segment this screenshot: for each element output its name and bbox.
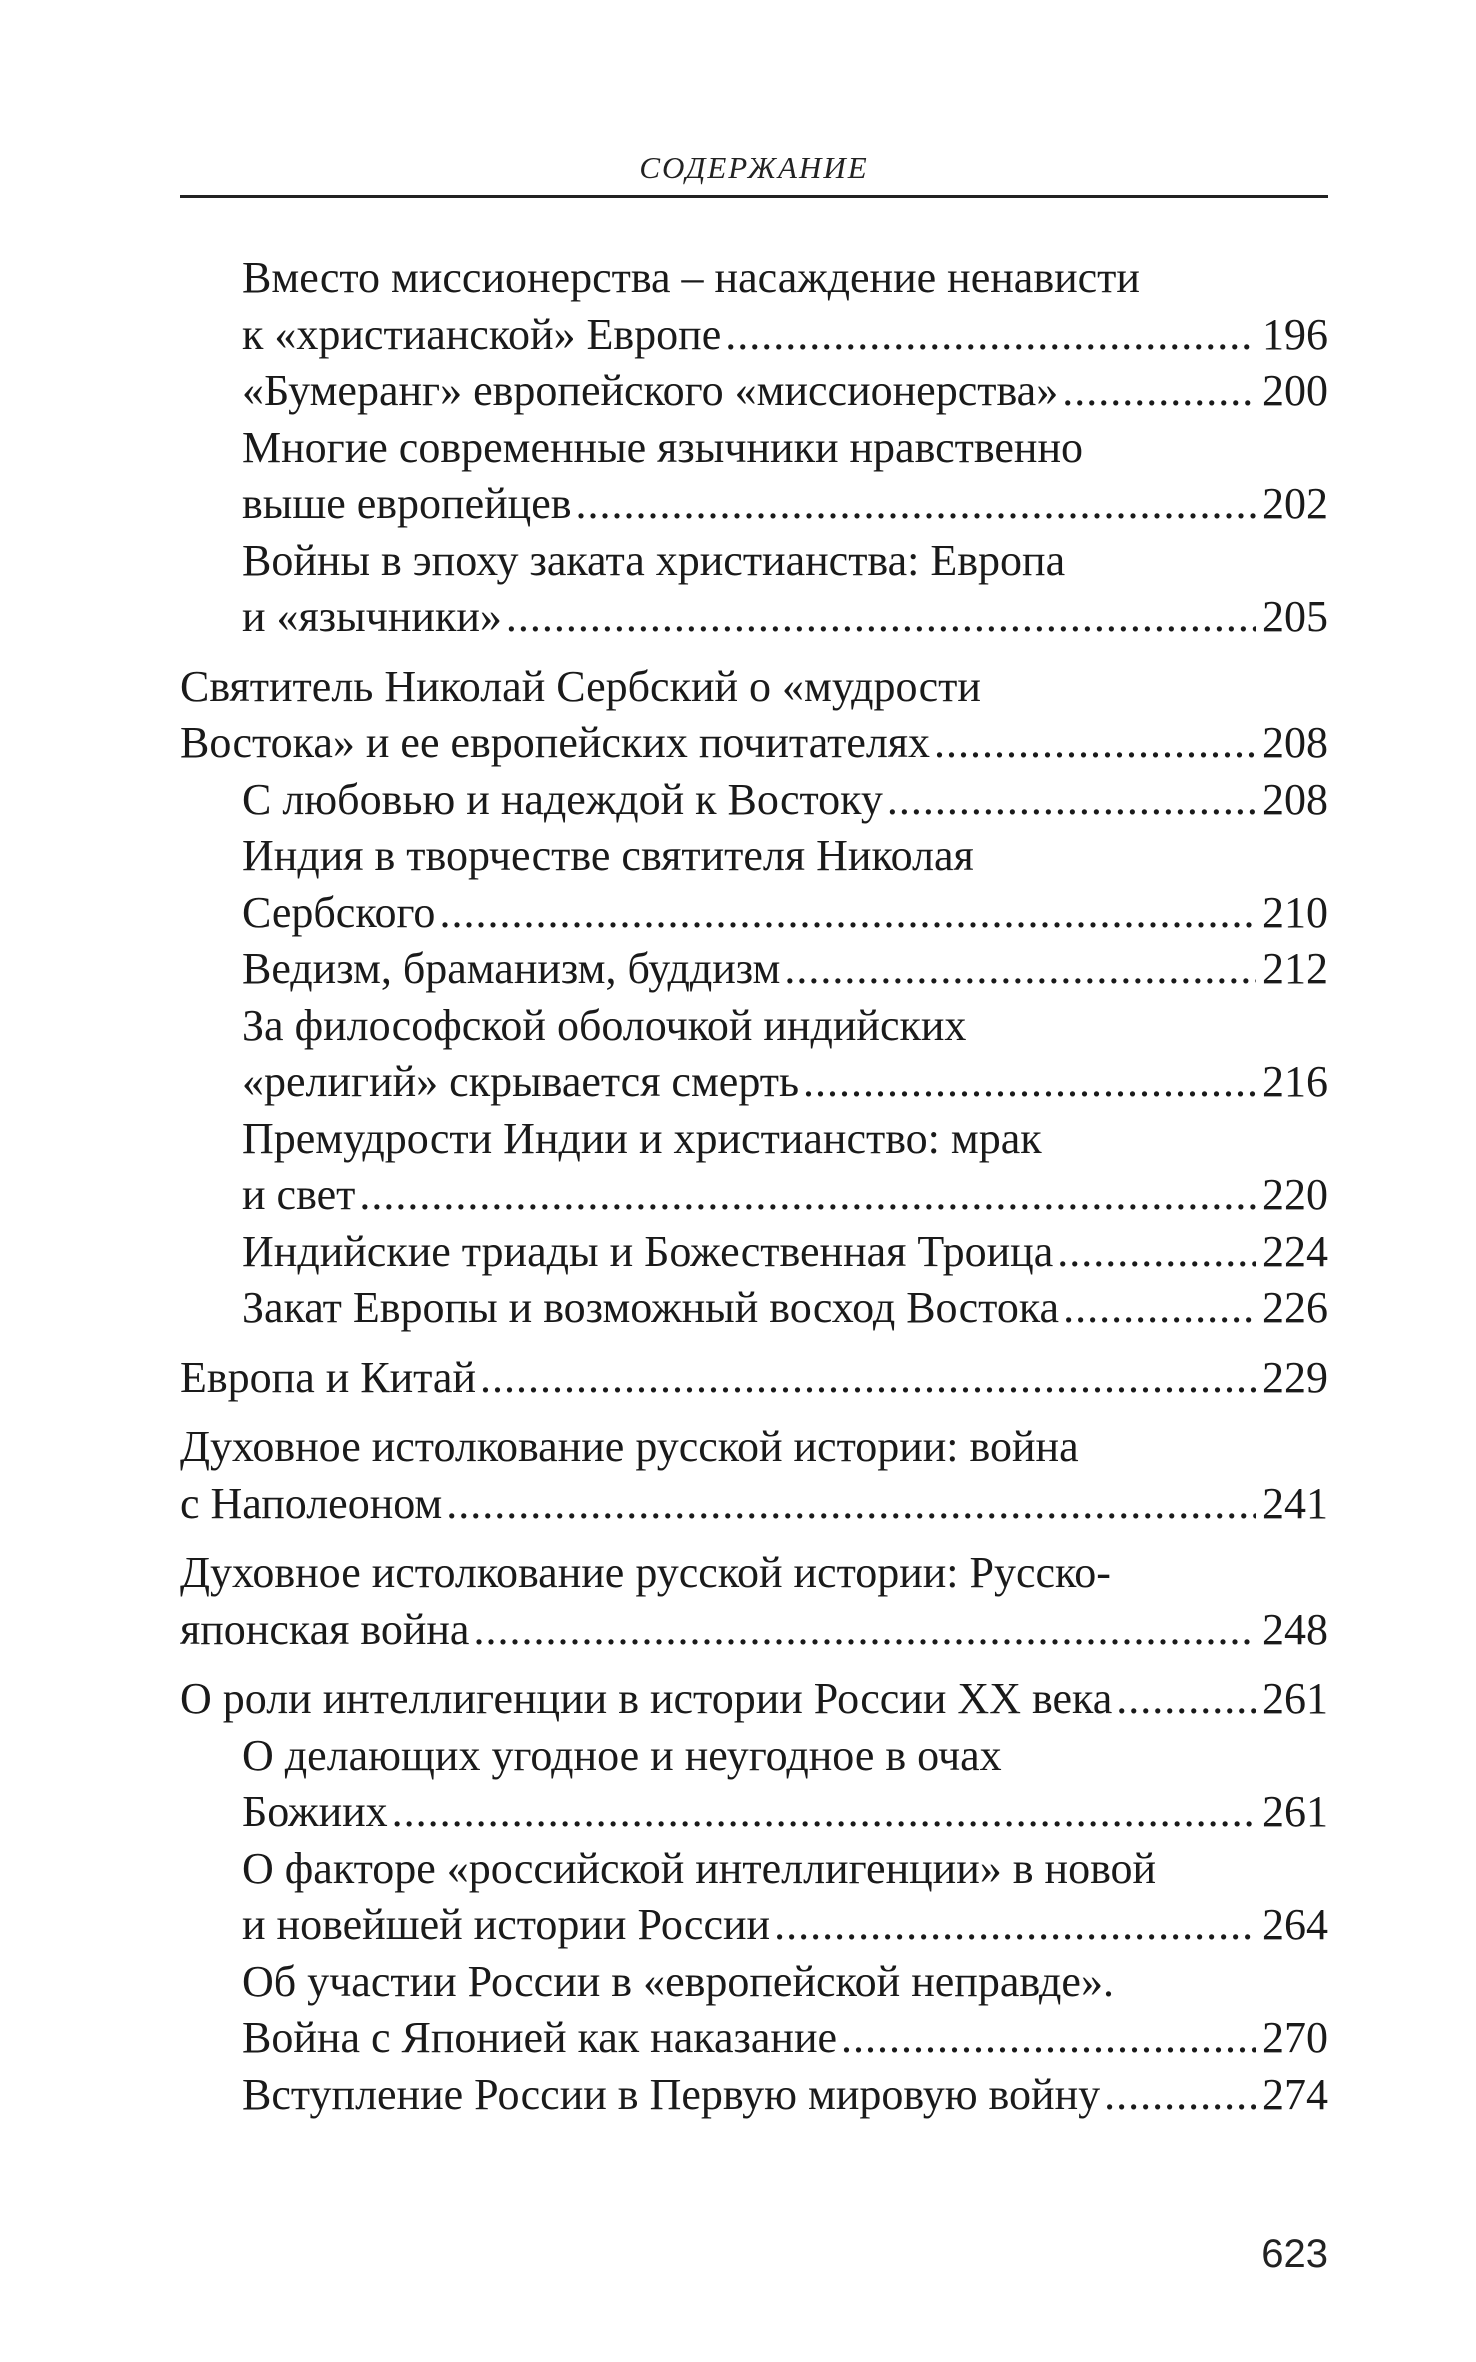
toc-entry-title-line: Востока» и ее европейских почитателях: [180, 718, 931, 767]
toc-subentry: [180, 1954, 1328, 2067]
toc-entry-title-line: Об участии России в «европейской неправде».: [242, 1956, 1114, 2006]
toc-subentry: [180, 1111, 1328, 1224]
toc-entry-title-line: Ведизм, браманизм, буддизм: [242, 944, 781, 993]
dot-leader: [359, 1167, 1256, 1224]
toc-entry-title-line: выше европейцев: [242, 479, 572, 528]
dot-leader: [576, 476, 1256, 533]
toc-entry-title-line: Божиих: [242, 1787, 388, 1836]
dot-leader: [506, 589, 1256, 646]
toc-entry-leader-row: [242, 1054, 1328, 1111]
header-rule: [180, 195, 1328, 198]
toc-entry-title-line: «Бумеранг» европейского «миссионерства»: [242, 366, 1059, 415]
toc-entry-title-line: Индийские триады и Божественная Троица: [242, 1226, 1054, 1276]
dot-leader: [774, 1897, 1256, 1954]
dot-leader: [446, 1476, 1256, 1533]
toc-page-number: 248: [1262, 1604, 1328, 1654]
dot-leader: [934, 715, 1256, 772]
dot-leader: [1057, 1224, 1256, 1281]
toc-entry-leader-row: [180, 1350, 1328, 1407]
dot-leader: [784, 941, 1256, 998]
dot-leader: [1104, 2067, 1256, 2124]
dot-leader: [1116, 1671, 1256, 1728]
toc-entry-title-line: Сербского: [242, 887, 436, 937]
running-head: СОДЕРЖАНИЕ: [639, 150, 869, 185]
toc-subentry: [180, 1280, 1328, 1337]
toc-entry-title-line: «религий» скрывается смерть: [242, 1057, 800, 1106]
toc-entry-title-line: Война с Японией как наказание: [242, 2013, 838, 2062]
toc-entry-title-line: к «христианской» Европе: [242, 309, 722, 359]
toc-entry-title-line: Духовное истолкование русской истории: Русско-: [180, 1548, 1111, 1597]
toc-entry-leader-row: [242, 307, 1328, 364]
toc-page-number: 224: [1262, 1226, 1328, 1276]
toc-subentry: [180, 1728, 1328, 1841]
toc-entry-leader-row: [242, 589, 1328, 646]
dot-leader: [473, 1602, 1256, 1659]
toc-page-number: 208: [1262, 774, 1328, 824]
toc-entry: [180, 1419, 1328, 1532]
toc-page-number: 210: [1262, 887, 1328, 937]
toc-entry-title-line: Святитель Николай Сербский о «мудрости: [180, 661, 981, 711]
toc-entry-leader-row: [242, 2010, 1328, 2067]
toc-entry-title-line: Европа и Китай: [180, 1352, 477, 1402]
toc-entry: [180, 659, 1328, 772]
toc-entry-leader-row: [242, 476, 1328, 533]
page-number: 623: [1261, 2232, 1328, 2276]
dot-leader: [803, 1054, 1256, 1111]
toc-entry-title-line: и «язычники»: [242, 592, 502, 641]
toc-entry: [180, 1350, 1328, 1407]
toc-entry-leader-row: [242, 1280, 1328, 1337]
toc-entry: [180, 1671, 1328, 1728]
toc-subentry: [180, 1224, 1328, 1281]
toc-entry-title-line: О делающих угодное и неугодное в очах: [242, 1730, 1002, 1780]
toc-subentry: [180, 998, 1328, 1111]
toc-page-number: 212: [1262, 944, 1328, 993]
toc-entry-leader-row: [180, 1671, 1328, 1728]
toc-page-number: 196: [1262, 309, 1328, 359]
toc-entry-title-line: О факторе «российской интеллигенции» в новой: [242, 1843, 1157, 1893]
toc-subentry: [180, 941, 1328, 998]
toc-subentry: [180, 250, 1328, 363]
toc-entry-title-line: и новейшей истории России: [242, 1900, 771, 1949]
toc-entry-leader-row: [242, 1167, 1328, 1224]
toc-entry-leader-row: [242, 772, 1328, 829]
toc-entry-leader-row: [180, 1602, 1328, 1659]
toc-page-number: 241: [1262, 1478, 1328, 1528]
toc-entry-leader-row: [242, 1784, 1328, 1841]
toc-entry-title-line: Многие современные язычники нравственно: [242, 422, 1084, 472]
toc-entry-leader-row: [180, 715, 1328, 772]
toc-entry-leader-row: [242, 1897, 1328, 1954]
dot-leader: [841, 2010, 1256, 2067]
dot-leader: [392, 1784, 1256, 1841]
toc-entry-title-line: Премудрости Индии и христианство: мрак: [242, 1113, 1042, 1163]
toc-entry-title-line: Закат Европы и возможный восход Востока: [242, 1283, 1060, 1332]
dot-leader: [887, 772, 1256, 829]
toc-page-number: 226: [1262, 1283, 1328, 1332]
toc-page-number: 220: [1262, 1170, 1328, 1219]
toc-entry-title-line: с Наполеоном: [180, 1478, 443, 1528]
toc-page-number: 264: [1262, 1900, 1328, 1949]
toc-entry-title-line: За философской оболочкой индийских: [242, 1000, 967, 1050]
toc-entry-title-line: Индия в творчестве святителя Николая: [242, 831, 974, 880]
toc-subentry: [180, 420, 1328, 533]
toc-entry-title-line: Духовное истолкование русской истории: война: [180, 1422, 1079, 1471]
toc-subentry: [180, 1841, 1328, 1954]
toc-entry-leader-row: [242, 941, 1328, 998]
toc-page-number: 208: [1262, 718, 1328, 767]
toc-entry-leader-row: [242, 2067, 1328, 2124]
table-of-contents: [180, 250, 1328, 2123]
toc-subentry: [180, 533, 1328, 646]
toc-page-number: 261: [1262, 1674, 1328, 1723]
dot-leader: [439, 885, 1256, 942]
dot-leader: [480, 1350, 1256, 1407]
toc-subentry: [180, 363, 1328, 420]
toc-page-number: 205: [1262, 592, 1328, 641]
toc-page-number: 270: [1262, 2013, 1328, 2062]
toc-entry-title-line: О роли интеллигенции в истории России XX века: [180, 1674, 1113, 1723]
toc-subentry: [180, 2067, 1328, 2124]
toc-entry-title-line: и свет: [242, 1170, 356, 1219]
toc-entry-leader-row: [242, 885, 1328, 942]
dot-leader: [725, 307, 1256, 364]
toc-entry-title-line: С любовью и надеждой к Востоку: [242, 774, 883, 824]
toc-page-number: 274: [1262, 2069, 1328, 2119]
toc-entry-leader-row: [242, 1224, 1328, 1281]
toc-page-number: 202: [1262, 479, 1328, 528]
toc-entry-leader-row: [242, 363, 1328, 420]
toc-entry-leader-row: [180, 1476, 1328, 1533]
toc-subentry: [180, 828, 1328, 941]
toc-page-number: 200: [1262, 366, 1328, 415]
toc-subentry: [180, 772, 1328, 829]
toc-entry-title-line: японская война: [180, 1604, 470, 1654]
toc-entry-title-line: Войны в эпоху заката христианства: Европа: [242, 535, 1066, 585]
toc-entry-title-line: Вступление России в Первую мировую войну: [242, 2069, 1101, 2119]
toc-page-number: 261: [1262, 1787, 1328, 1836]
dot-leader: [1063, 1280, 1256, 1337]
toc-page-number: 229: [1262, 1352, 1328, 1402]
toc-entry: [180, 1545, 1328, 1658]
toc-entry-title-line: Вместо миссионерства – насаждение ненависти: [242, 253, 1140, 302]
toc-page-number: 216: [1262, 1057, 1328, 1106]
dot-leader: [1062, 363, 1256, 420]
